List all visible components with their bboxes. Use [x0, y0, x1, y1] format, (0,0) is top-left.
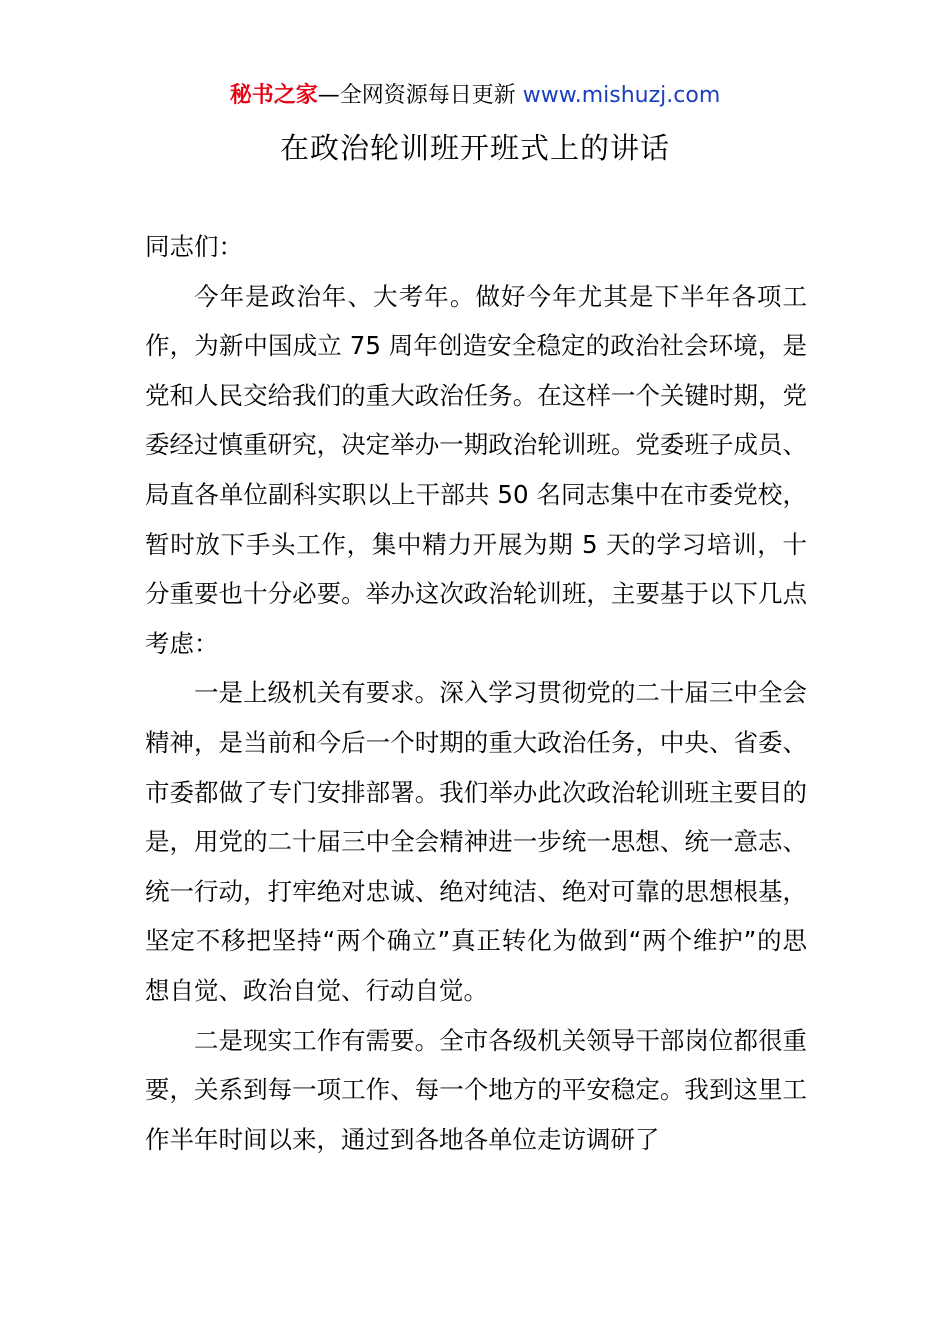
document-title: 在政治轮训班开班式上的讲话 [279, 131, 670, 165]
brand-name: 秘书之家 [229, 83, 318, 108]
site-header [0, 80, 950, 112]
salutation: 同志们： [145, 232, 243, 261]
site-tagline: —全网资源每日更新 [317, 83, 523, 108]
paragraph-point-two: 二是现实工作有需要。全市各级机关领导干部岗位都很重要，关系到每一项工作、每一个地方的平安稳定。我到这里工作半年时间以来，通过到各地各单位走访调研了 [145, 1025, 807, 1154]
document-body [145, 222, 807, 1164]
site-url-link[interactable]: www.mishuzj.com [522, 83, 721, 108]
paragraph-point-one: 一是上级机关有要求。深入学习贯彻党的二十届三中全会精神，是当前和今后一个时期的重大政治任务，中央、省委、市委都做了专门安排部署。我们举办此次政治轮训班主要目的是，用党的二十届三中全会精神进一步统一思想、统一意志、统一行动，打牢绝对忠诚、绝对纯洁、绝对可靠的思想根基，坚定不移把坚持“两个确立”真正转化为做到“两个维护”的思想自觉、政治自觉、行动自觉。 [145, 678, 807, 1005]
paragraph-intro: 今年是政治年、大考年。做好今年尤其是下半年各项工作，为新中国成立 75 周年创造安全稳定的政治社会环境，是党和人民交给我们的重大政治任务。在这样一个关键时期，党委经过慎重研究，决定举办一期政治轮训班。党委班子成员、局直各单位副科实职以上干部共 50 名同志集中在市委党校，暂时放下手头工作，集中精力开展为期 5 天的学习培训，十分重要也十分必要。举办这次政治轮训班，主要基于以下几点考虑： [145, 281, 807, 658]
